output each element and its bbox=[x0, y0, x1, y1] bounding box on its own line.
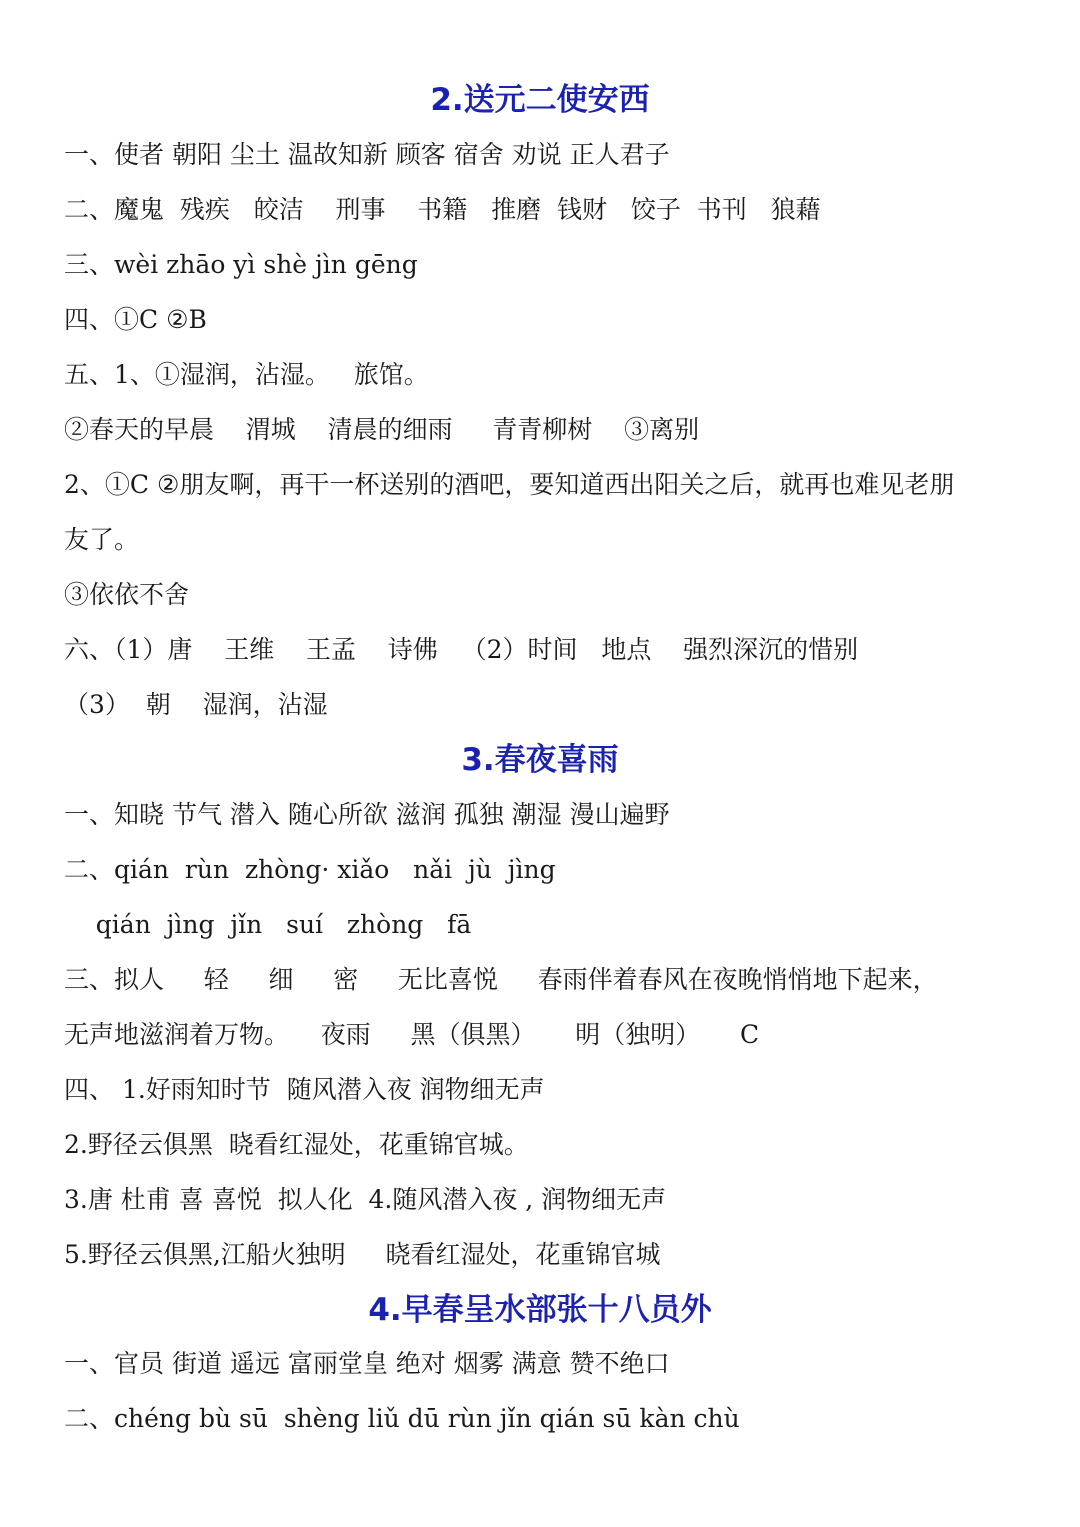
answer-line: 一、知晓 节气 潜入 随心所欲 滋润 孤独 潮湿 漫山遍野 bbox=[64, 800, 670, 829]
answer-line: 一、官员 街道 遥远 富丽堂皇 绝对 烟雾 满意 赞不绝口 bbox=[64, 1349, 670, 1378]
answer-line: 二、魔鬼 残疾 皎洁 刑事 书籍 推磨 钱财 饺子 书刊 狼藉 bbox=[64, 195, 821, 224]
answer-line: 五、1、①湿润，沾湿。 旅馆。 bbox=[64, 360, 429, 389]
answer-line: 友了。 bbox=[64, 525, 140, 554]
answer-line: 5.野径云俱黑,江船火独明 晓看红湿处，花重锦官城 bbox=[64, 1240, 661, 1269]
answer-line: 四、①C ②B bbox=[64, 305, 207, 334]
section-title: 4.早春呈水部张十八员外 bbox=[368, 1292, 712, 1328]
answer-line: 三、拟人 轻 细 密 无比喜悦 春雨伴着春风在夜晚悄悄地下起来， bbox=[64, 965, 938, 994]
answer-line: 3.唐 杜甫 喜 喜悦 拟人化 4.随风潜入夜 , 润物细无声 bbox=[64, 1185, 667, 1214]
answer-line: 二、chéng bù sū shèng liǔ dū rùn jǐn qián sū kàn chù bbox=[64, 1404, 740, 1433]
answer-line: （3） 朝 湿润，沾湿 bbox=[64, 690, 328, 719]
answer-line: ③依依不舍 bbox=[64, 580, 190, 609]
section-title: 3.春夜喜雨 bbox=[461, 742, 619, 778]
answer-line: 四、 1.好雨知时节 随风潜入夜 润物细无声 bbox=[64, 1075, 545, 1104]
answer-line: qián jìng jǐn suí zhòng fā bbox=[64, 910, 472, 939]
answer-line: 无声地滋润着万物。 夜雨 黑（俱黑） 明（独明） C bbox=[64, 1020, 760, 1049]
answer-line: 2、①C ②朋友啊，再干一杯送别的酒吧，要知道西出阳关之后，就再也难见老朋 bbox=[64, 470, 955, 499]
answer-line: 2.野径云俱黑 晓看红湿处，花重锦官城。 bbox=[64, 1130, 529, 1159]
answer-line: ②春天的早晨 渭城 清晨的细雨 青青柳树 ③离别 bbox=[64, 415, 700, 444]
section-title: 2.送元二使安西 bbox=[430, 82, 650, 118]
answer-line: 三、wèi zhāo yì shè jìn gēng bbox=[64, 250, 418, 279]
answer-line: 一、使者 朝阳 尘土 温故知新 顾客 宿舍 劝说 正人君子 bbox=[64, 140, 670, 169]
answer-line: 二、qián rùn zhòng· xiǎo nǎi jù jìng bbox=[64, 855, 556, 884]
answer-line: 六、（1）唐 王维 王孟 诗佛 （2）时间 地点 强烈深沉的惜别 bbox=[64, 635, 859, 664]
